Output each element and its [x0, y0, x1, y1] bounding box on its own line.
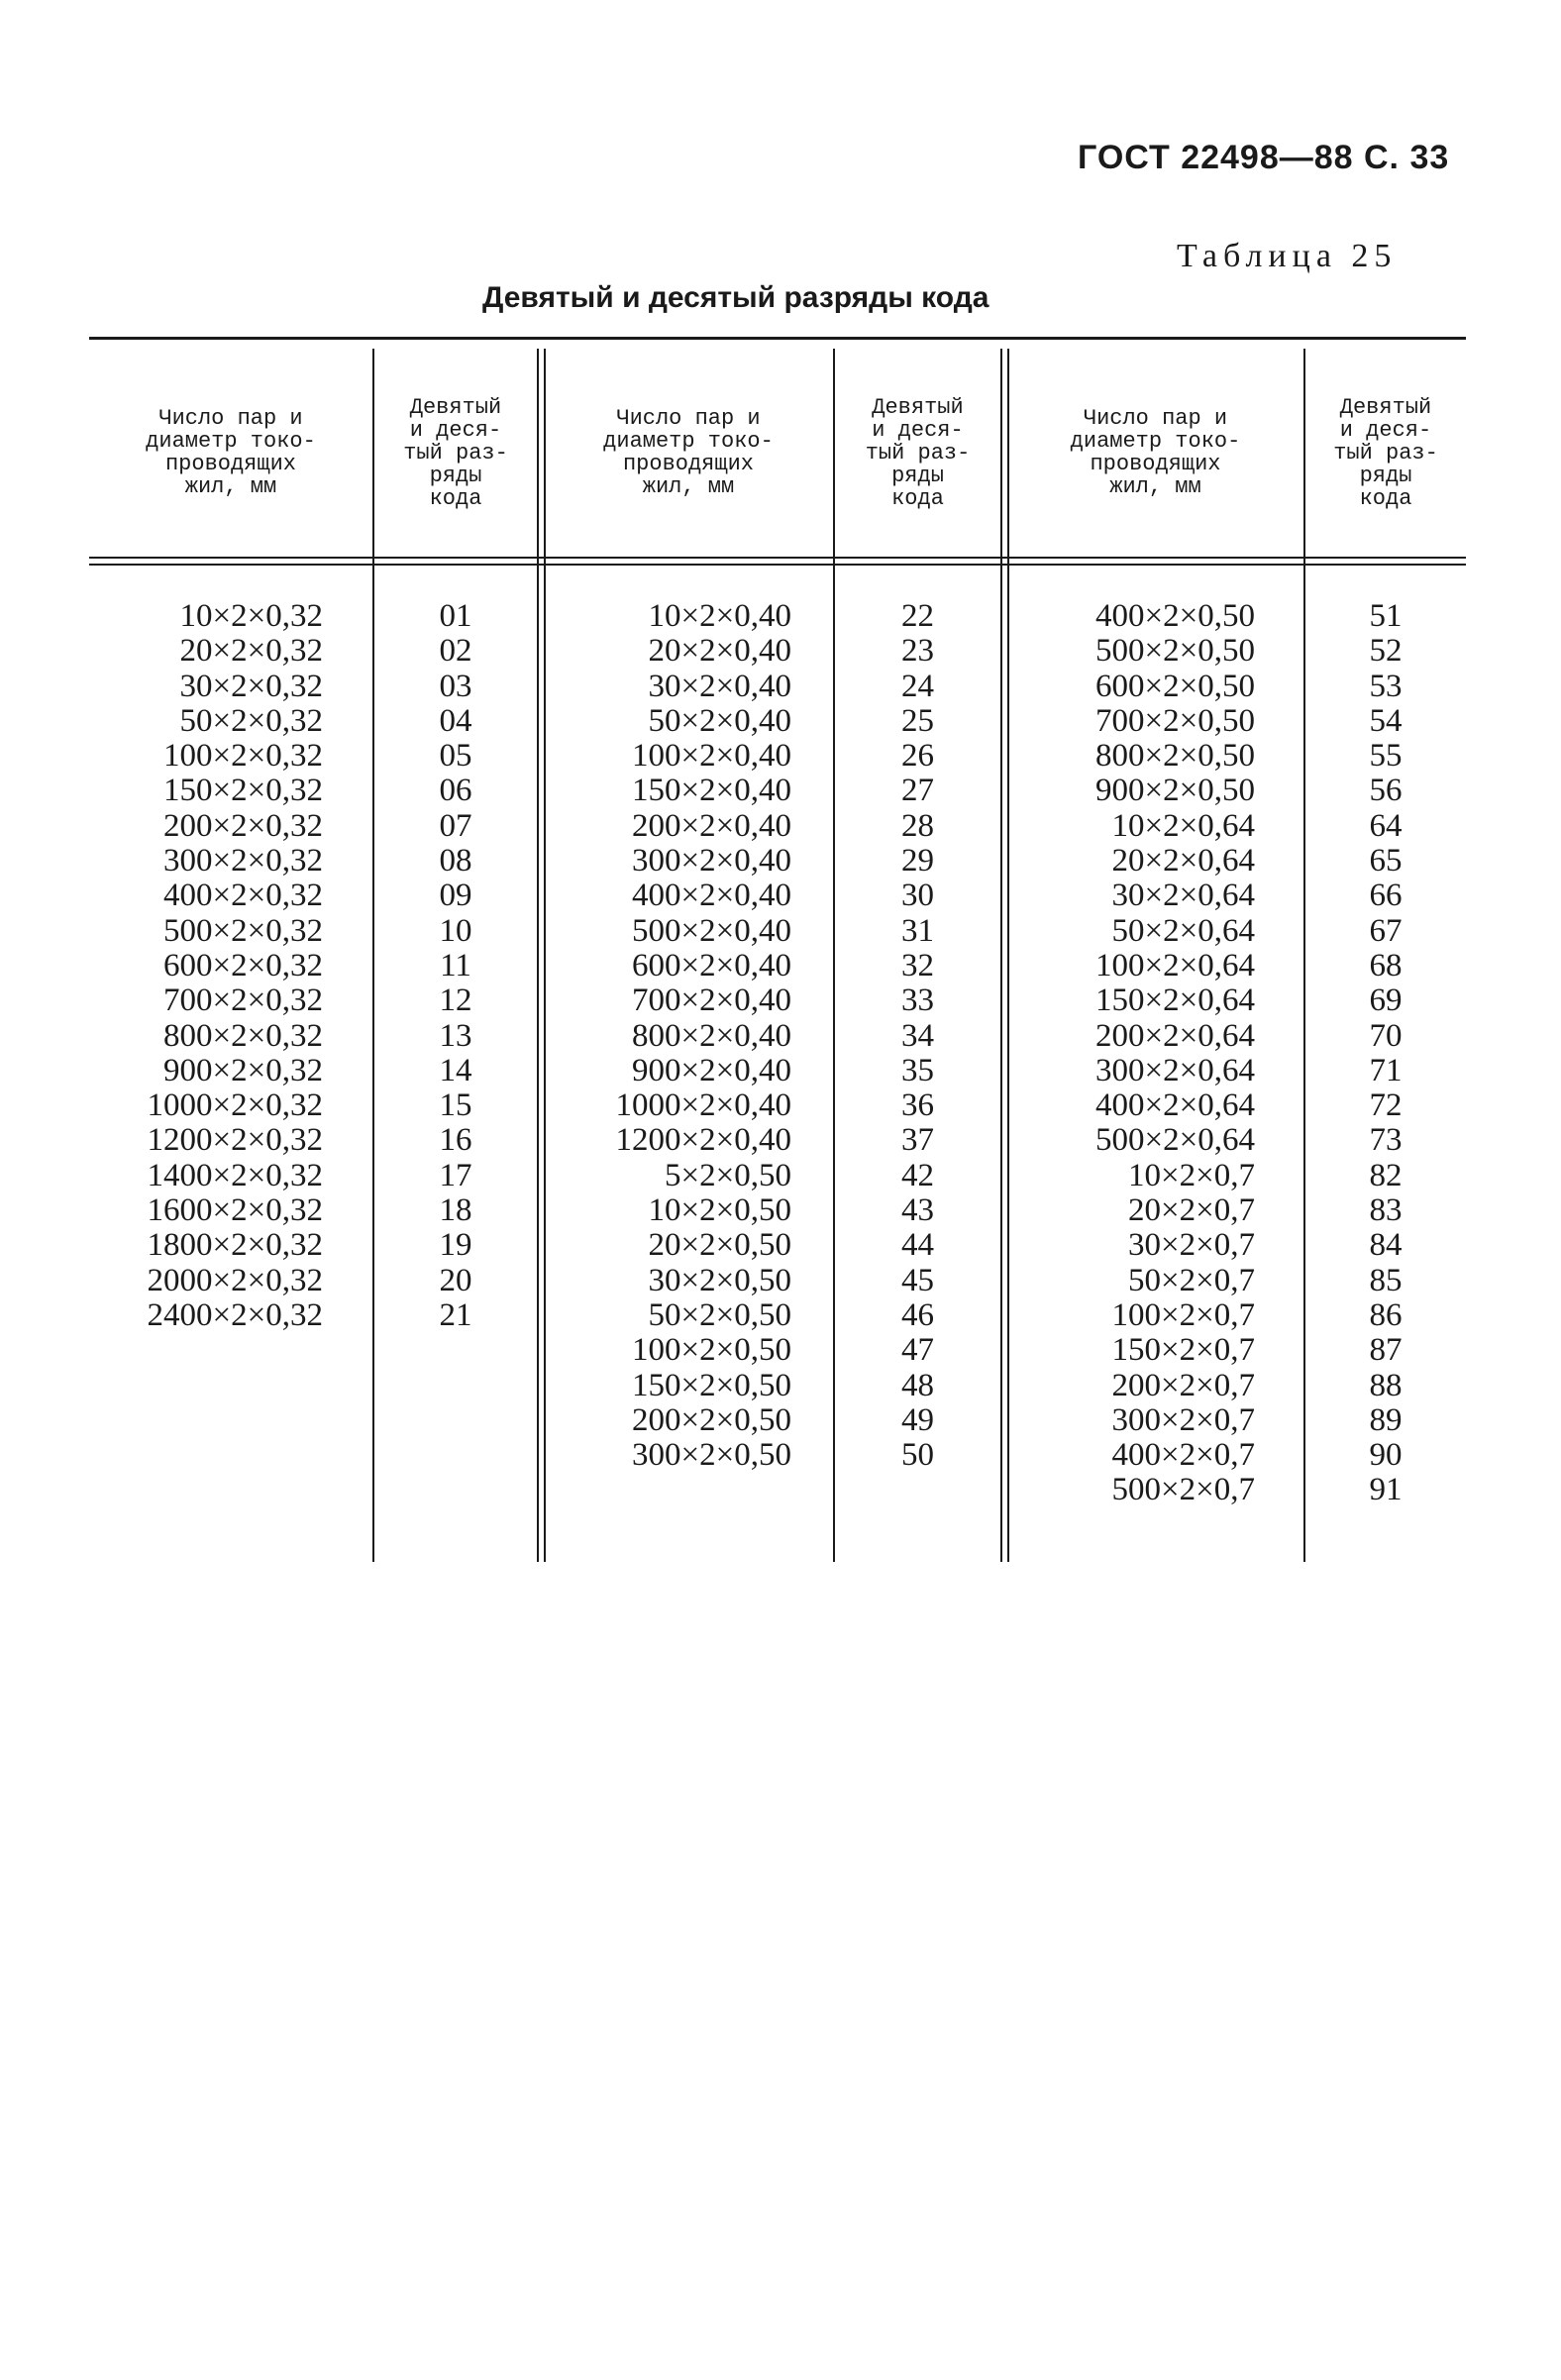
spec-cell: 20×2×0,40 [648, 633, 791, 670]
spec-cell: 150×2×0,7 [1111, 1332, 1255, 1369]
spec-cell: 20×2×0,32 [179, 633, 323, 670]
code-cell: 71 [1369, 1052, 1403, 1088]
spec-cell: 30×2×0,40 [648, 668, 791, 704]
spec-cell: 900×2×0,40 [632, 1052, 791, 1088]
code-column-3 [1305, 599, 1466, 1508]
code-cell: 02 [439, 633, 472, 670]
spec-cell: 50×2×0,50 [648, 1296, 791, 1333]
code-cell: 06 [439, 773, 472, 809]
spec-cell: 150×2×0,32 [163, 773, 323, 809]
spec-cell: 1200×2×0,32 [147, 1122, 323, 1159]
header-spec-1-text: Число пар и диаметр токо- проводящих жил, мм [146, 406, 316, 499]
code-cell: 37 [901, 1122, 934, 1159]
spec-cell: 150×2×0,40 [632, 773, 791, 809]
spec-cell: 2000×2×0,32 [147, 1262, 323, 1298]
spec-cell: 400×2×0,32 [163, 878, 323, 914]
code-cell: 85 [1369, 1262, 1403, 1298]
spec-cell: 50×2×0,32 [179, 702, 323, 739]
spec-cell: 600×2×0,50 [1095, 668, 1255, 704]
code-cell: 48 [901, 1367, 934, 1403]
code-cell: 29 [901, 843, 934, 880]
code-cell: 36 [901, 1087, 934, 1124]
spec-cell: 10×2×0,7 [1128, 1157, 1255, 1193]
spec-cell: 800×2×0,40 [632, 1017, 791, 1054]
code-cell: 15 [439, 1087, 472, 1124]
header-spec-1 [89, 349, 372, 557]
spec-cell: 10×2×0,50 [648, 1192, 791, 1229]
spec-cell: 200×2×0,64 [1095, 1017, 1255, 1054]
spec-cell: 600×2×0,40 [632, 947, 791, 983]
code-cell: 69 [1369, 983, 1403, 1019]
spec-cell: 300×2×0,40 [632, 843, 791, 880]
code-cell: 70 [1369, 1017, 1403, 1054]
code-cell: 89 [1369, 1401, 1403, 1438]
spec-cell: 1200×2×0,40 [615, 1122, 791, 1159]
spec-cell: 1000×2×0,32 [147, 1087, 323, 1124]
spec-cell: 30×2×0,50 [648, 1262, 791, 1298]
code-cell: 19 [439, 1227, 472, 1264]
code-cell: 84 [1369, 1227, 1403, 1264]
spec-cell: 50×2×0,40 [648, 702, 791, 739]
spec-cell: 100×2×0,7 [1111, 1296, 1255, 1333]
code-cell: 52 [1369, 633, 1403, 670]
spec-cell: 30×2×0,32 [179, 668, 323, 704]
code-cell: 12 [439, 983, 472, 1019]
code-cell: 26 [901, 738, 934, 775]
code-cell: 20 [439, 1262, 472, 1298]
spec-cell: 700×2×0,32 [163, 983, 323, 1019]
spec-cell: 300×2×0,32 [163, 843, 323, 880]
code-cell: 43 [901, 1192, 934, 1229]
spec-cell: 30×2×0,64 [1111, 878, 1255, 914]
code-cell: 51 [1369, 598, 1403, 634]
code-cell: 31 [901, 912, 934, 949]
spec-cell: 500×2×0,7 [1111, 1472, 1255, 1508]
spec-cell: 50×2×0,64 [1111, 912, 1255, 949]
spec-cell: 20×2×0,64 [1111, 843, 1255, 880]
code-cell: 34 [901, 1017, 934, 1054]
spec-cell: 30×2×0,7 [1128, 1227, 1255, 1264]
spec-cell: 300×2×0,64 [1095, 1052, 1255, 1088]
code-cell: 49 [901, 1401, 934, 1438]
code-cell: 86 [1369, 1296, 1403, 1333]
spec-cell: 10×2×0,64 [1111, 807, 1255, 844]
table-header-rule [89, 557, 1466, 566]
spec-cell: 200×2×0,40 [632, 807, 791, 844]
code-cell: 01 [439, 598, 472, 634]
spec-cell: 50×2×0,7 [1128, 1262, 1255, 1298]
table-title: Девятый и десятый разряды кода [482, 281, 989, 314]
code-cell: 47 [901, 1332, 934, 1369]
code-cell: 13 [439, 1017, 472, 1054]
spec-column-3 [1007, 599, 1255, 1508]
code-cell: 11 [440, 947, 471, 983]
spec-cell: 5×2×0,50 [665, 1157, 791, 1193]
code-cell: 91 [1369, 1472, 1403, 1508]
code-cell: 17 [439, 1157, 472, 1193]
page-header: ГОСТ 22498—88 С. 33 [1078, 139, 1450, 176]
spec-column-1 [89, 599, 323, 1333]
spec-cell: 100×2×0,64 [1095, 947, 1255, 983]
spec-cell: 300×2×0,50 [632, 1437, 791, 1474]
spec-cell: 1800×2×0,32 [147, 1227, 323, 1264]
code-cell: 45 [901, 1262, 934, 1298]
spec-cell: 10×2×0,32 [179, 598, 323, 634]
header-code-2-text: Девятый и деся- тый раз- ряды кода [865, 394, 971, 511]
spec-cell: 900×2×0,32 [163, 1052, 323, 1088]
code-cell: 08 [439, 843, 472, 880]
spec-cell: 700×2×0,50 [1095, 702, 1255, 739]
code-cell: 67 [1369, 912, 1403, 949]
header-spec-2 [544, 349, 833, 557]
spec-cell: 500×2×0,32 [163, 912, 323, 949]
code-cell: 65 [1369, 843, 1403, 880]
code-cell: 64 [1369, 807, 1403, 844]
code-cell: 68 [1369, 947, 1403, 983]
code-cell: 83 [1369, 1192, 1403, 1229]
spec-cell: 200×2×0,50 [632, 1401, 791, 1438]
header-spec-2-text: Число пар и диаметр токо- проводящих жил, мм [603, 406, 774, 499]
code-table [89, 337, 1466, 1575]
code-cell: 72 [1369, 1087, 1403, 1124]
header-code-2 [835, 349, 1000, 557]
code-cell: 03 [439, 668, 472, 704]
code-cell: 53 [1369, 668, 1403, 704]
spec-cell: 500×2×0,64 [1095, 1122, 1255, 1159]
spec-cell: 800×2×0,32 [163, 1017, 323, 1054]
header-code-3 [1305, 349, 1466, 557]
spec-cell: 500×2×0,50 [1095, 633, 1255, 670]
spec-cell: 20×2×0,50 [648, 1227, 791, 1264]
spec-cell: 200×2×0,7 [1111, 1367, 1255, 1403]
spec-cell: 100×2×0,50 [632, 1332, 791, 1369]
code-cell: 56 [1369, 773, 1403, 809]
code-cell: 22 [901, 598, 934, 634]
code-cell: 32 [901, 947, 934, 983]
spec-cell: 10×2×0,40 [648, 598, 791, 634]
spec-cell: 300×2×0,7 [1111, 1401, 1255, 1438]
header-code-3-text: Девятый и деся- тый раз- ряды кода [1333, 394, 1438, 511]
spec-cell: 100×2×0,40 [632, 738, 791, 775]
code-cell: 05 [439, 738, 472, 775]
spec-cell: 400×2×0,50 [1095, 598, 1255, 634]
code-cell: 87 [1369, 1332, 1403, 1369]
code-cell: 25 [901, 702, 934, 739]
spec-cell: 20×2×0,7 [1128, 1192, 1255, 1229]
table-top-rule [89, 337, 1466, 340]
spec-cell: 800×2×0,50 [1095, 738, 1255, 775]
code-cell: 07 [439, 807, 472, 844]
code-cell: 23 [901, 633, 934, 670]
spec-cell: 200×2×0,32 [163, 807, 323, 844]
code-cell: 42 [901, 1157, 934, 1193]
code-cell: 88 [1369, 1367, 1403, 1403]
spec-cell: 1000×2×0,40 [615, 1087, 791, 1124]
code-cell: 82 [1369, 1157, 1403, 1193]
code-cell: 16 [439, 1122, 472, 1159]
code-cell: 54 [1369, 702, 1403, 739]
code-cell: 46 [901, 1296, 934, 1333]
spec-cell: 150×2×0,50 [632, 1367, 791, 1403]
code-cell: 24 [901, 668, 934, 704]
code-column-2 [835, 599, 1000, 1473]
spec-cell: 100×2×0,32 [163, 738, 323, 775]
spec-cell: 1600×2×0,32 [147, 1192, 323, 1229]
code-cell: 44 [901, 1227, 934, 1264]
code-cell: 09 [439, 878, 472, 914]
spec-cell: 400×2×0,64 [1095, 1087, 1255, 1124]
spec-cell: 900×2×0,50 [1095, 773, 1255, 809]
spec-cell: 400×2×0,7 [1111, 1437, 1255, 1474]
spec-cell: 700×2×0,40 [632, 983, 791, 1019]
table-label: Таблица 25 [1177, 238, 1398, 274]
code-cell: 21 [439, 1296, 472, 1333]
code-cell: 30 [901, 878, 934, 914]
spec-cell: 500×2×0,40 [632, 912, 791, 949]
spec-cell: 150×2×0,64 [1095, 983, 1255, 1019]
code-cell: 27 [901, 773, 934, 809]
code-column-1 [374, 599, 537, 1333]
code-cell: 04 [439, 702, 472, 739]
header-spec-3-text: Число пар и диаметр токо- проводящих жил, мм [1070, 406, 1241, 499]
spec-column-2 [544, 599, 791, 1473]
spec-cell: 600×2×0,32 [163, 947, 323, 983]
header-code-1 [374, 349, 537, 557]
code-cell: 66 [1369, 878, 1403, 914]
code-cell: 14 [439, 1052, 472, 1088]
code-cell: 55 [1369, 738, 1403, 775]
spec-cell: 1400×2×0,32 [147, 1157, 323, 1193]
code-cell: 18 [439, 1192, 472, 1229]
code-cell: 50 [901, 1437, 934, 1474]
code-cell: 33 [901, 983, 934, 1019]
code-cell: 90 [1369, 1437, 1403, 1474]
header-code-1-text: Девятый и деся- тый раз- ряды кода [403, 394, 508, 511]
code-cell: 35 [901, 1052, 934, 1088]
code-cell: 28 [901, 807, 934, 844]
spec-cell: 400×2×0,40 [632, 878, 791, 914]
spec-cell: 2400×2×0,32 [147, 1296, 323, 1333]
header-spec-3 [1007, 349, 1303, 557]
code-cell: 73 [1369, 1122, 1403, 1159]
code-cell: 10 [439, 912, 472, 949]
